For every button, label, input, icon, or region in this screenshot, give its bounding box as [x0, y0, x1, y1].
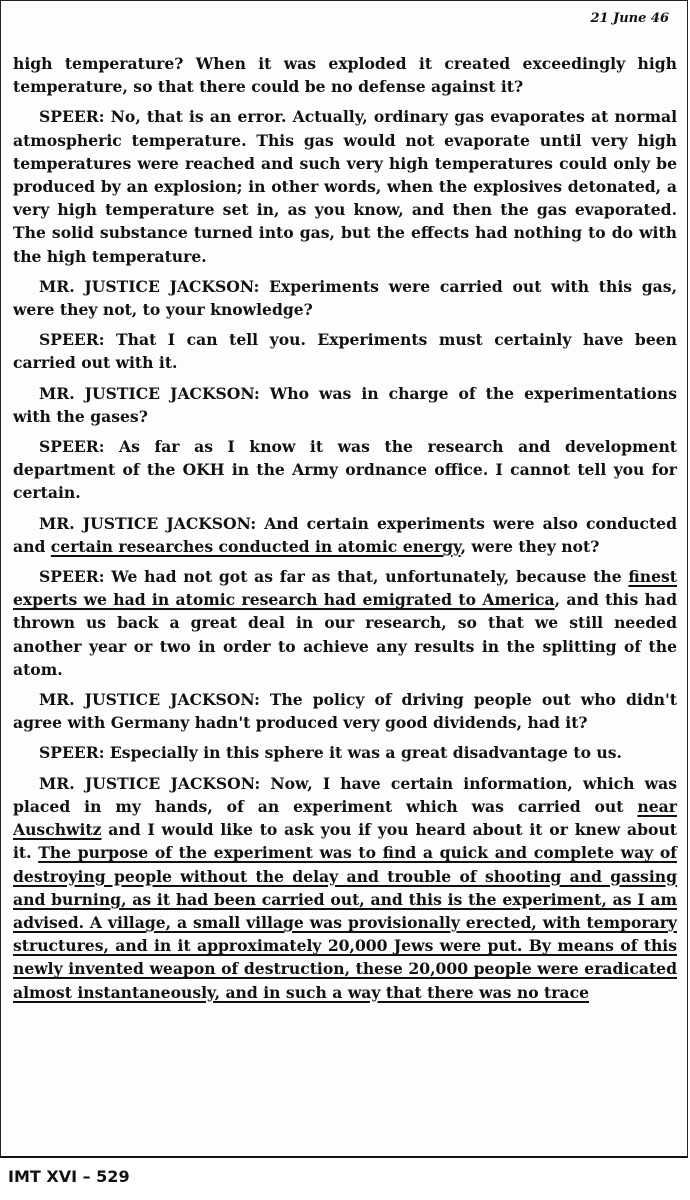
text-segment: MR. JUSTICE JACKSON: Who was in charge of the experimentations with the gases?: [13, 383, 677, 426]
text-segment: SPEER: As far as I know it was the research and development department of the OKH in the Army ordnance office. I cannot tell you for certain.: [13, 437, 677, 503]
underlined-passage: finest experts we had in atomic research had emigrated to America: [13, 567, 677, 610]
page-reference: IMT XVI – 529: [8, 1167, 130, 1186]
paragraph: [13, 382, 677, 428]
paragraph: [13, 565, 677, 681]
text-segment: high temperature? When it was exploded it created exceedingly high temperature, so that there could be no defense against it?: [13, 54, 677, 97]
text-segment: SPEER: That I can tell you. Experiments must certainly have been carried out with it.: [13, 330, 677, 373]
text-segment: , and this had thrown us back a great deal in our research, so that we still needed another year or two in order to achieve any results in the splitting of the atom.: [13, 590, 677, 679]
text-segment: SPEER: No, that is an error. Actually, ordinary gas evaporates at normal atmospheric temperature. This gas would not evaporate until very high temperatures were reached and such very high temperatures could only be produced by an explosion; in other words, when the explosives detonated, a very high temperature set in, as you know, and then the gas evaporated. The solid substance turned into gas, but the effects had nothing to do with the high temperature.: [13, 107, 677, 266]
page-date-header: 21 June 46: [590, 11, 669, 26]
paragraph: [13, 328, 677, 374]
text-segment: , were they not?: [460, 536, 600, 556]
paragraph: [13, 772, 677, 1004]
text-segment: MR. JUSTICE JACKSON: And certain experiments were also conducted and: [13, 513, 677, 556]
text-segment: SPEER: Especially in this sphere it was a great disadvantage to us.: [39, 743, 622, 763]
paragraph: [13, 435, 677, 505]
underlined-passage: near Auschwitz: [13, 796, 677, 840]
paragraph: [13, 512, 677, 558]
underlined-passage: The purpose of the experiment was to find a quick and complete way of destroying people without the delay and trouble of shooting and gassing and burning, as it had been carried out, and this is the experiment, as I am advised. A village, a small village was provisionally erected, with temporary structures, and in it approximately 20,000 Jews were put. By means of this newly invented weapon of destruction, these 20,000 people were eradicated almost instantaneously, and in such a way that there was no trace: [13, 843, 677, 1002]
transcript-body: [13, 52, 677, 1011]
underlined-passage: certain researches conducted in atomic energy: [50, 536, 461, 556]
text-segment: MR. JUSTICE JACKSON: Now, I have certain information, which was placed in my hands, of an experiment which was carried out: [13, 773, 677, 816]
text-segment: SPEER: We had not got as far as that, unfortunately, because the: [39, 567, 629, 587]
text-segment: MR. JUSTICE JACKSON: Experiments were carried out with this gas, were they not, to your knowledge?: [13, 276, 677, 320]
text-segment: and I would like to ask you if you heard about it or knew about it.: [13, 820, 677, 863]
paragraph: [13, 275, 677, 321]
paragraph: [13, 105, 677, 267]
paragraph: [13, 688, 677, 734]
text-segment: MR. JUSTICE JACKSON: The policy of driving people out who didn't agree with Germany hadn't produced very good dividends, had it?: [13, 690, 677, 733]
paragraph: [13, 52, 677, 98]
paragraph: [13, 741, 677, 764]
